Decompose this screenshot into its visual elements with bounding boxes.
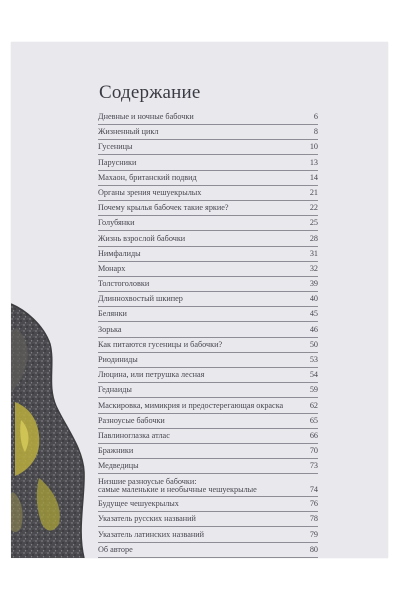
toc-entry[interactable] xyxy=(98,143,318,158)
entry-page-number: 25 xyxy=(309,218,318,228)
entry-rule xyxy=(98,154,318,155)
toc-entry[interactable] xyxy=(98,159,318,174)
entry-title: Нимфалиды xyxy=(98,248,141,258)
entry-page-number: 79 xyxy=(309,529,318,539)
entry-title: Указатель латинских названий xyxy=(98,529,205,539)
entry-page-number: 10 xyxy=(309,142,318,152)
entry-page-number: 62 xyxy=(309,400,318,410)
toc-entry[interactable] xyxy=(98,113,318,128)
entry-page-number: 70 xyxy=(309,446,318,456)
entry-rule xyxy=(98,458,318,459)
entry-page-number: 39 xyxy=(309,279,318,289)
entry-rule xyxy=(98,185,318,186)
entry-title: Риодиниды xyxy=(98,355,138,364)
entry-rule xyxy=(98,473,318,474)
entry-rule xyxy=(98,291,318,292)
entry-page-number: 31 xyxy=(309,248,318,258)
toc-entry[interactable] xyxy=(98,432,318,447)
entry-rule xyxy=(98,557,318,558)
toc-entry[interactable] xyxy=(98,386,318,401)
entry-page-number: 54 xyxy=(309,370,318,380)
toc-entry[interactable] xyxy=(98,417,318,432)
entry-rule xyxy=(98,352,318,353)
entry-rule xyxy=(98,511,318,512)
entry-page-number: 73 xyxy=(309,461,318,471)
entry-title: Медведицы xyxy=(98,461,139,471)
entry-rule xyxy=(98,306,318,307)
entry-title: Монарх xyxy=(98,263,126,273)
entry-rule xyxy=(98,443,318,444)
entry-title: Маскировка, мимикрия и предостерегающая окраска xyxy=(98,400,284,410)
entry-rule xyxy=(98,246,318,247)
toc-entry[interactable] xyxy=(98,356,318,371)
toc-entry[interactable] xyxy=(98,462,318,477)
entry-title: Жизнь взрослой бабочки xyxy=(98,233,186,243)
entry-title: Будущее чешуекрылых xyxy=(98,499,179,509)
toc-entry[interactable] xyxy=(98,128,318,143)
toc-entry[interactable] xyxy=(98,310,318,325)
entry-title: Указатель русских названий xyxy=(98,514,196,524)
entry-title: Гусеницы xyxy=(98,142,133,152)
entry-rule xyxy=(98,413,318,414)
entry-title: Махаон, британский подвид xyxy=(98,172,197,182)
toc-entry[interactable] xyxy=(98,402,318,417)
entry-rule xyxy=(98,526,318,527)
entry-title: Зорька xyxy=(98,324,122,334)
entry-title: Жизненный цикл xyxy=(98,127,159,137)
entry-title-line2: самые маленькие и необычные чешуекрылые xyxy=(98,484,257,494)
entry-page-number: 45 xyxy=(309,309,318,319)
entry-title: Люцина, или петрушка лесная xyxy=(98,370,205,380)
table-of-contents xyxy=(98,113,318,558)
entry-page-number: 46 xyxy=(309,324,318,334)
toc-entry[interactable] xyxy=(98,265,318,280)
entry-rule xyxy=(98,397,318,398)
entry-title: Голубянки xyxy=(98,218,135,228)
entry-page-number: 65 xyxy=(309,415,318,425)
entry-rule xyxy=(98,170,318,171)
toc-entry[interactable] xyxy=(98,280,318,295)
toc-entry[interactable] xyxy=(98,174,318,189)
entry-title: Дневные и ночные бабочки xyxy=(98,112,194,121)
entry-page-number: 6 xyxy=(313,112,318,121)
toc-entry[interactable] xyxy=(98,204,318,219)
entry-page-number: 40 xyxy=(309,294,318,304)
toc-entry[interactable] xyxy=(98,546,318,558)
entry-title: Об авторе xyxy=(98,544,133,554)
entry-title: Павлиноглазка атлас xyxy=(98,430,170,440)
entry-title: Толстоголовки xyxy=(98,279,150,289)
entry-title: Парусники xyxy=(98,157,137,167)
toc-entry[interactable] xyxy=(98,295,318,310)
toc-entry[interactable] xyxy=(98,250,318,265)
entry-title: Бражники xyxy=(98,446,134,456)
entry-rule xyxy=(98,542,318,543)
entry-rule xyxy=(98,200,318,201)
toc-entry[interactable] xyxy=(98,341,318,356)
contents-heading: Содержание xyxy=(99,82,201,103)
entry-title: Геднаиды xyxy=(98,385,132,395)
entry-title-line1: Низшие разноусые бабочки: xyxy=(98,476,197,486)
entry-rule xyxy=(98,428,318,429)
entry-rule xyxy=(98,261,318,262)
entry-page-number: 74 xyxy=(309,484,318,494)
entry-title: Белянки xyxy=(98,309,127,319)
toc-entry[interactable] xyxy=(98,515,318,530)
entry-page-number: 32 xyxy=(309,263,318,273)
toc-entry[interactable] xyxy=(98,478,318,501)
entry-page-number: 59 xyxy=(309,385,318,395)
entry-title: Длиннохвостый шкипер xyxy=(98,294,183,304)
entry-page-number: 28 xyxy=(309,233,318,243)
toc-entry[interactable] xyxy=(98,531,318,546)
entry-rule xyxy=(98,367,318,368)
entry-rule xyxy=(98,230,318,231)
book-page xyxy=(11,42,388,558)
toc-entry[interactable] xyxy=(98,447,318,462)
entry-page-number: 80 xyxy=(309,544,318,554)
toc-entry[interactable] xyxy=(98,219,318,234)
entry-page-number: 76 xyxy=(309,499,318,509)
entry-title xyxy=(98,478,257,495)
entry-title: Органы зрения чешуекрылых xyxy=(98,187,202,197)
entry-rule xyxy=(98,337,318,338)
entry-page-number: 21 xyxy=(309,187,318,197)
entry-page-number: 53 xyxy=(309,355,318,364)
entry-rule xyxy=(98,124,318,125)
entry-title: Разноусые бабочки xyxy=(98,415,165,425)
entry-rule xyxy=(98,276,318,277)
entry-rule xyxy=(98,139,318,140)
entry-page-number: 22 xyxy=(309,203,318,213)
toc-entry[interactable] xyxy=(98,235,318,250)
entry-page-number: 14 xyxy=(309,172,318,182)
entry-rule xyxy=(98,215,318,216)
entry-title: Как питаются гусеницы и бабочки? xyxy=(98,339,223,349)
entry-page-number: 8 xyxy=(313,127,318,137)
toc-entry[interactable] xyxy=(98,500,318,515)
entry-page-number: 66 xyxy=(309,430,318,440)
entry-title: Почему крылья бабочек такие яркие? xyxy=(98,203,229,213)
entry-rule xyxy=(98,496,318,497)
entry-page-number: 78 xyxy=(309,514,318,524)
entry-page-number: 50 xyxy=(309,339,318,349)
toc-entry[interactable] xyxy=(98,326,318,341)
toc-entry[interactable] xyxy=(98,189,318,204)
entry-rule xyxy=(98,382,318,383)
toc-entry[interactable] xyxy=(98,371,318,386)
entry-rule xyxy=(98,321,318,322)
entry-page-number: 13 xyxy=(309,157,318,167)
